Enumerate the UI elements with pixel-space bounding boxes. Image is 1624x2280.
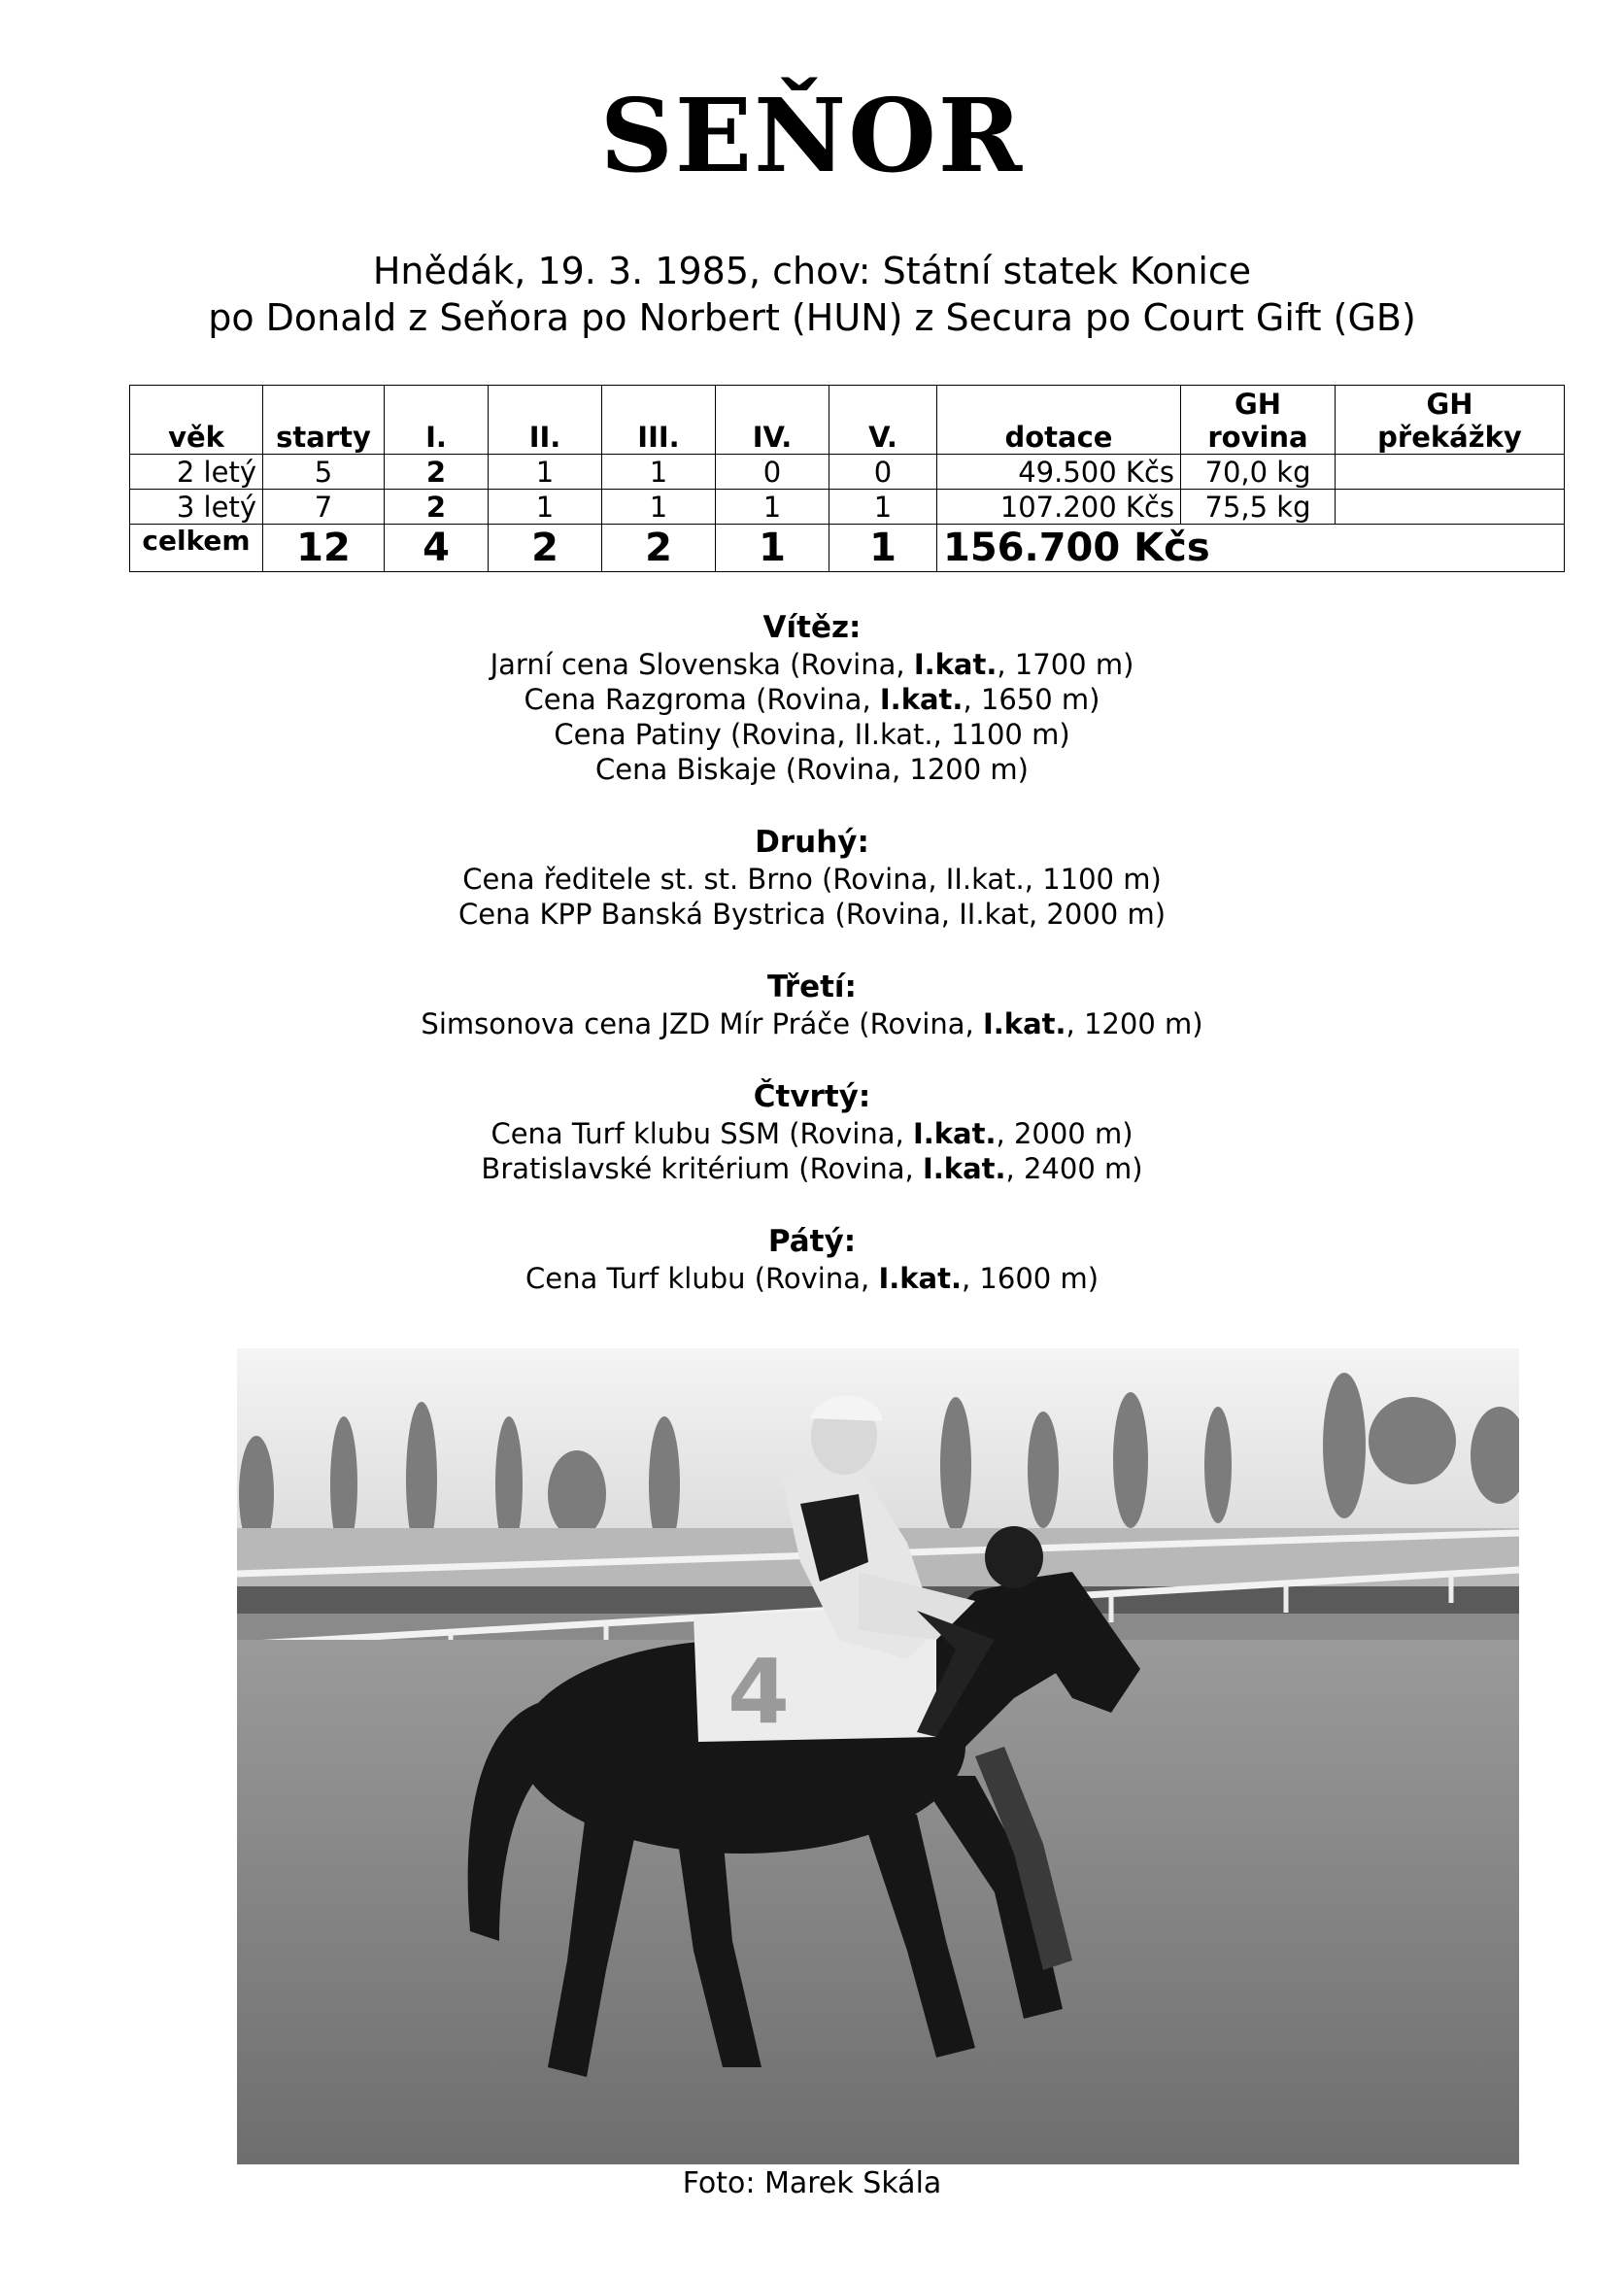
header-fifth: V.	[829, 386, 937, 455]
race-item	[0, 1151, 1624, 1186]
total-first: 4	[385, 525, 489, 572]
horse-details: Hnědák, 19. 3. 1985, chov: Státní statek Konice	[372, 250, 1252, 292]
header-second: II.	[489, 386, 602, 455]
header-fourth: IV.	[716, 386, 829, 455]
first-cell: 2	[385, 490, 489, 525]
table-total-row	[130, 525, 1565, 572]
total-prize: 156.700 Kčs	[937, 525, 1336, 572]
header-prize: dotace	[937, 386, 1181, 455]
total-label: celkem	[130, 525, 263, 572]
race-results	[0, 608, 1624, 1296]
page-title: SEŇOR	[599, 76, 1025, 195]
age-cell: 2 letý	[130, 455, 263, 490]
section-heading: Vítěz:	[762, 610, 862, 645]
race-category: I.kat.	[912, 1117, 997, 1150]
section-fifth	[0, 1222, 1624, 1296]
fourth-cell: 1	[716, 490, 829, 525]
header-starts: starty	[263, 386, 385, 455]
race-item	[0, 1006, 1624, 1041]
total-empty	[1336, 525, 1565, 572]
race-text: Bratislavské kritérium (Rovina,	[481, 1152, 923, 1185]
total-second: 2	[489, 525, 602, 572]
race-text: , 1200 m)	[1066, 1007, 1203, 1040]
prize-cell: 49.500 Kčs	[937, 455, 1181, 490]
race-text: Simsonova cena JZD Mír Práče (Rovina,	[421, 1007, 983, 1040]
race-text: , 1700 m)	[997, 648, 1134, 681]
race-text: Cena Razgroma (Rovina,	[524, 683, 880, 716]
race-statistics-table	[129, 385, 1565, 572]
race-text: , 2000 m)	[996, 1117, 1133, 1150]
first-cell: 2	[385, 455, 489, 490]
header-age: věk	[130, 386, 263, 455]
table-row	[130, 455, 1565, 490]
section-fourth	[0, 1077, 1624, 1186]
total-third: 2	[602, 525, 716, 572]
photo-caption: Foto: Marek Skála	[682, 2166, 942, 2200]
header-gh-flat: GH rovina	[1181, 386, 1336, 455]
saddle-number: 4	[727, 1640, 791, 1744]
gh-flat-cell: 70,0 kg	[1181, 455, 1336, 490]
race-category: I.kat.	[923, 1152, 1006, 1185]
race-category: I.kat.	[878, 1262, 962, 1295]
starts-cell: 7	[263, 490, 385, 525]
header-first: I.	[385, 386, 489, 455]
race-text: , 1650 m)	[963, 683, 1100, 716]
race-category: I.kat.	[879, 683, 964, 716]
race-item	[0, 1116, 1624, 1151]
race-text: Cena Turf klubu SSM (Rovina,	[491, 1117, 913, 1150]
fourth-cell: 0	[716, 455, 829, 490]
total-fourth: 1	[716, 525, 829, 572]
section-third	[0, 968, 1624, 1041]
race-text: Jarní cena Slovenska (Rovina,	[490, 648, 914, 681]
race-category: I.kat.	[913, 648, 998, 681]
race-text: Cena Turf klubu (Rovina,	[524, 1262, 879, 1295]
section-winner	[0, 608, 1624, 787]
race-text: Cena Patiny (Rovina, II.kat., 1100 m)	[554, 718, 1070, 751]
starts-cell: 5	[263, 455, 385, 490]
table-row	[130, 490, 1565, 525]
prize-cell: 107.200 Kčs	[937, 490, 1181, 525]
race-text: Cena ředitele st. st. Brno (Rovina, II.kat., 1100 m)	[462, 863, 1162, 896]
fifth-cell: 0	[829, 455, 937, 490]
total-starts: 12	[263, 525, 385, 572]
race-text: , 2400 m)	[1005, 1152, 1143, 1185]
race-item	[0, 897, 1624, 932]
age-cell: 3 letý	[130, 490, 263, 525]
race-item	[0, 717, 1624, 752]
race-text: Cena KPP Banská Bystrica (Rovina, II.kat, 2000 m)	[457, 898, 1167, 931]
header-gh-jump: GH překážky	[1336, 386, 1565, 455]
race-item	[0, 862, 1624, 897]
section-heading: Pátý:	[767, 1224, 857, 1259]
gh-jump-cell	[1336, 490, 1565, 525]
race-item	[0, 752, 1624, 787]
section-heading: Třetí:	[767, 970, 857, 1004]
race-text: , 1600 m)	[961, 1262, 1100, 1295]
race-text: Cena Biskaje (Rovina, 1200 m)	[595, 753, 1029, 786]
horse-jockey-illustration	[237, 1348, 1519, 2164]
horse-photo	[237, 1348, 1519, 2164]
section-second	[0, 823, 1624, 932]
section-heading: Druhý:	[755, 825, 869, 860]
race-item	[0, 682, 1624, 717]
table-header-row	[130, 386, 1565, 455]
race-item	[0, 1261, 1624, 1296]
race-category: I.kat.	[983, 1007, 1066, 1040]
second-cell: 1	[489, 490, 602, 525]
header-third: III.	[602, 386, 716, 455]
pedigree-line: po Donald z Seňora po Norbert (HUN) z Secura po Court Gift (GB)	[208, 296, 1416, 339]
third-cell: 1	[602, 455, 716, 490]
fifth-cell: 1	[829, 490, 937, 525]
gh-flat-cell: 75,5 kg	[1181, 490, 1336, 525]
second-cell: 1	[489, 455, 602, 490]
race-item	[0, 647, 1624, 682]
third-cell: 1	[602, 490, 716, 525]
gh-jump-cell	[1336, 455, 1565, 490]
section-heading: Čtvrtý:	[753, 1079, 871, 1114]
total-fifth: 1	[829, 525, 937, 572]
